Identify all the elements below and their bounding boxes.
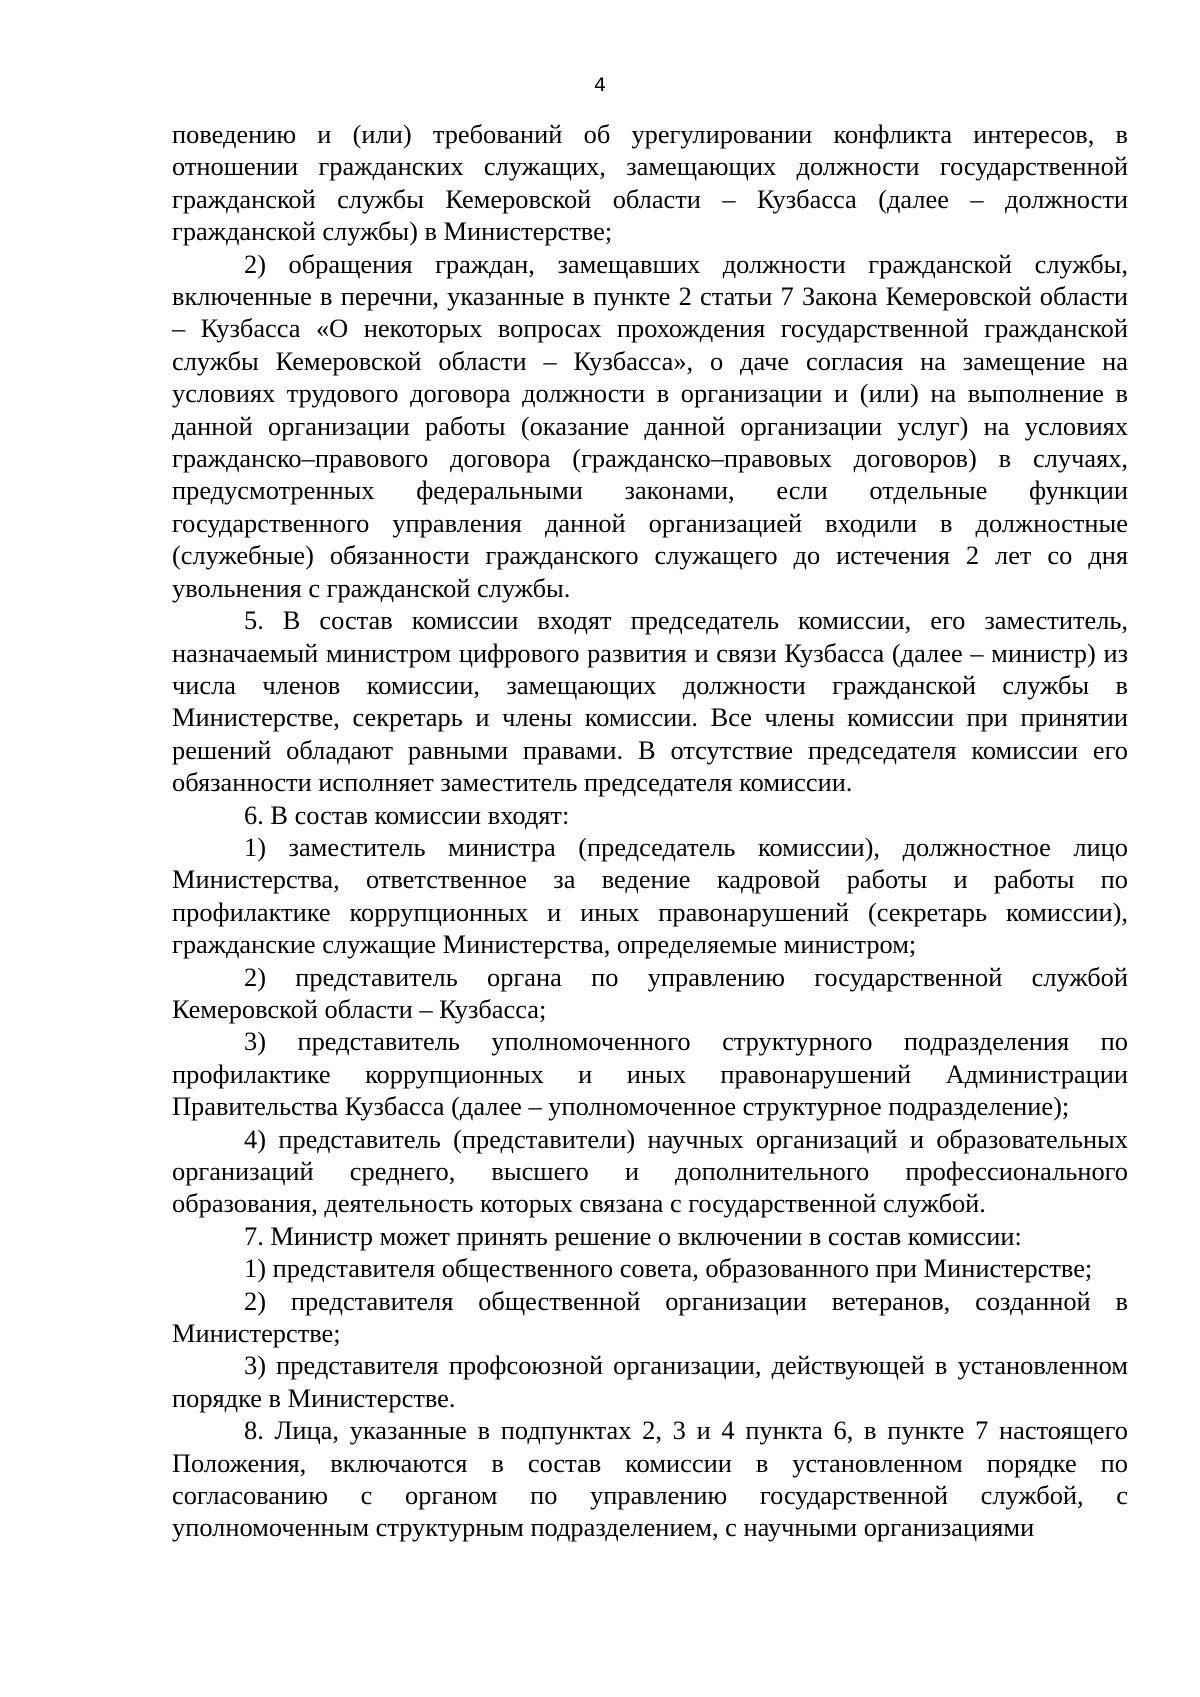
paragraph-item-7-sub-3: 3) представителя профсоюзной организации, действующей в установленном порядке в Министерстве. [172, 1350, 1128, 1413]
page-number: 4 [593, 74, 607, 96]
paragraph-item-8: 8. Лица, указанные в подпунктах 2, 3 и 4 пункта 6, в пункте 7 настоящего Положения, включаются в состав комиссии в установленном порядке по согласованию с органом по управлению государственной службой, с уполномоченным структурным подразделением, с научными организациями [172, 1415, 1128, 1543]
paragraph-subitem-2-appeals: 2) обращения граждан, замещавших должности гражданской службы, включенные в перечни, указанные в пункте 2 статьи 7 Закона Кемеровской области – Кузбасса «О некоторых вопросах прохождения государственной гражданской службы Кемеровской области – Кузбасса», о даче согласия на замещение на условиях трудового договора должности в организации и (или) на выполнение в данной организации работы (оказание данной организации услуг) на условиях гражданско–правового договора (гражданско–правовых договоров) в случаях, предусмотренных федеральными законами, если отдельные функции государственного управления данной организацией входили в должностные (служебные) обязанности гражданского служащего до истечения 2 лет со дня увольнения с гражданской службы. [172, 248, 1128, 603]
paragraph-item-7: 7. Министр может принять решение о включении в состав комиссии: [244, 1220, 1022, 1251]
paragraph-item-7-sub-1: 1) представителя общественного совета, образованного при Министерстве; [244, 1253, 1093, 1284]
paragraph-item-6-sub-3: 3) представитель уполномоченного структурного подразделения по профилактике коррупционных и иных правонарушений Администрации Правительства Кузбасса (далее – уполномоченное структурное подразделение); [172, 1026, 1128, 1122]
paragraph-item-7-sub-2: 2) представителя общественной организации ветеранов, созданной в Министерстве; [172, 1285, 1128, 1349]
paragraph-item-5: 5. В состав комиссии входят председатель комиссии, его заместитель, назначаемый министром цифрового развития и связи Кузбасса (далее – министр) из числа членов комиссии, замещающих должности гражданской службы в Министерстве, секретарь и члены комиссии. Все члены комиссии при принятии решений обладают равными правами. В отсутствие председателя комиссии его обязанности исполняет заместитель председателя комиссии. [172, 605, 1128, 798]
paragraph-item-6-sub-4: 4) представитель (представители) научных организаций и образовательных организаций среднего, высшего и дополнительного профессионального образования, деятельность которых связана с государственной службой. [172, 1123, 1128, 1219]
paragraph-item-6: 6. В состав комиссии входят: [244, 799, 570, 830]
document-body [172, 118, 1128, 1544]
paragraph-item-6-sub-2: 2) представитель органа по управлению государственной службой Кемеровской области – Кузбасса; [172, 961, 1128, 1024]
paragraph-item-6-sub-1: 1) заместитель министра (председатель комиссии), должностное лицо Министерства, ответственное за ведение кадровой работы и работы по профилактике коррупционных и иных правонарушений (секретарь комиссии), гражданские служащие Министерства, определяемые министром; [172, 831, 1128, 960]
paragraph-continuation: поведению и (или) требований об урегулировании конфликта интересов, в отношении гражданских служащих, замещающих должности государственной гражданской службы Кемеровской области – Кузбасса (далее – должности гражданской службы) в Министерстве; [172, 119, 1128, 247]
